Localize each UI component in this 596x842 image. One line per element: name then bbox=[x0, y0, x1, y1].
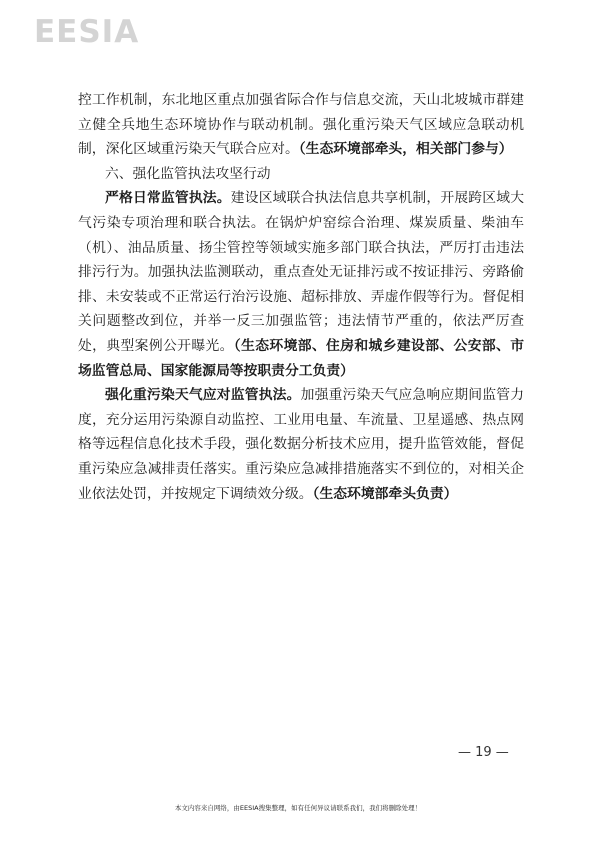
footer-disclaimer: 本文内容来自网络，由EESIA搜集整理，如有任何异议请联系我们，我们将删除处理！ bbox=[174, 804, 422, 812]
section-heading: 六、强化监管执法攻坚行动 bbox=[105, 165, 271, 182]
paragraph-lead: 严格日常监管执法。 bbox=[105, 190, 231, 207]
responsibility-note: （生态环境部牵头负责） bbox=[312, 485, 458, 502]
paragraph-heavy-pollution bbox=[78, 383, 524, 506]
paragraph-text: 建设区域联合执法信息共享机制，开展跨区域大气污染专项治理和联合执法。在锅炉炉窑综合治理、煤炭质量、柴油车（机）、油品质量、扬尘管控等领域实施多部门联合执法，严厉打击违法排污行为。加强执法监测联动，重点查处无证排污或不按证排污、旁路偷排、未安装或不正常运行治污设施、超标排放、弄虚作假等行为。督促相关问题整改到位，并举一反三加强监管；违法情节严重的，依法严厉查处，典型案例公开曝光。 bbox=[78, 190, 525, 354]
paragraph-lead: 强化重污染天气应对监管执法。 bbox=[105, 387, 301, 404]
paragraph-daily-supervision bbox=[78, 186, 524, 383]
paragraph-text: 控工作机制，东北地区重点加强省际合作与信息交流，天山北坡城市群建立健全兵地生态环境协作与联动机制。强化重污染天气区域应急联动机制，深化区域重污染天气联合应对。 bbox=[78, 92, 524, 158]
paragraph-text: 加强重污染天气应急响应期间监管力度，充分运用污染源自动监控、工业用电量、车流量、卫星遥感、热点网格等远程信息化技术手段，强化数据分析技术应用，提升监管效能，督促重污染应急减排责任落实。重污染应急减排措施落实不到位的，对相关企业依法处罚，并按规定下调绩效分级。 bbox=[78, 387, 525, 502]
page-number: — 19 — bbox=[458, 745, 509, 760]
paragraph-continued bbox=[78, 88, 524, 162]
eesia-logo: EESIA bbox=[34, 14, 140, 50]
responsibility-note: （生态环境部、住房和城乡建设部、公安部、市场监管总局、国家能源局等按职责分工负责） bbox=[78, 337, 524, 379]
responsibility-note: （生态环境部牵头，相关部门参与） bbox=[298, 141, 513, 158]
document-body bbox=[78, 88, 524, 506]
